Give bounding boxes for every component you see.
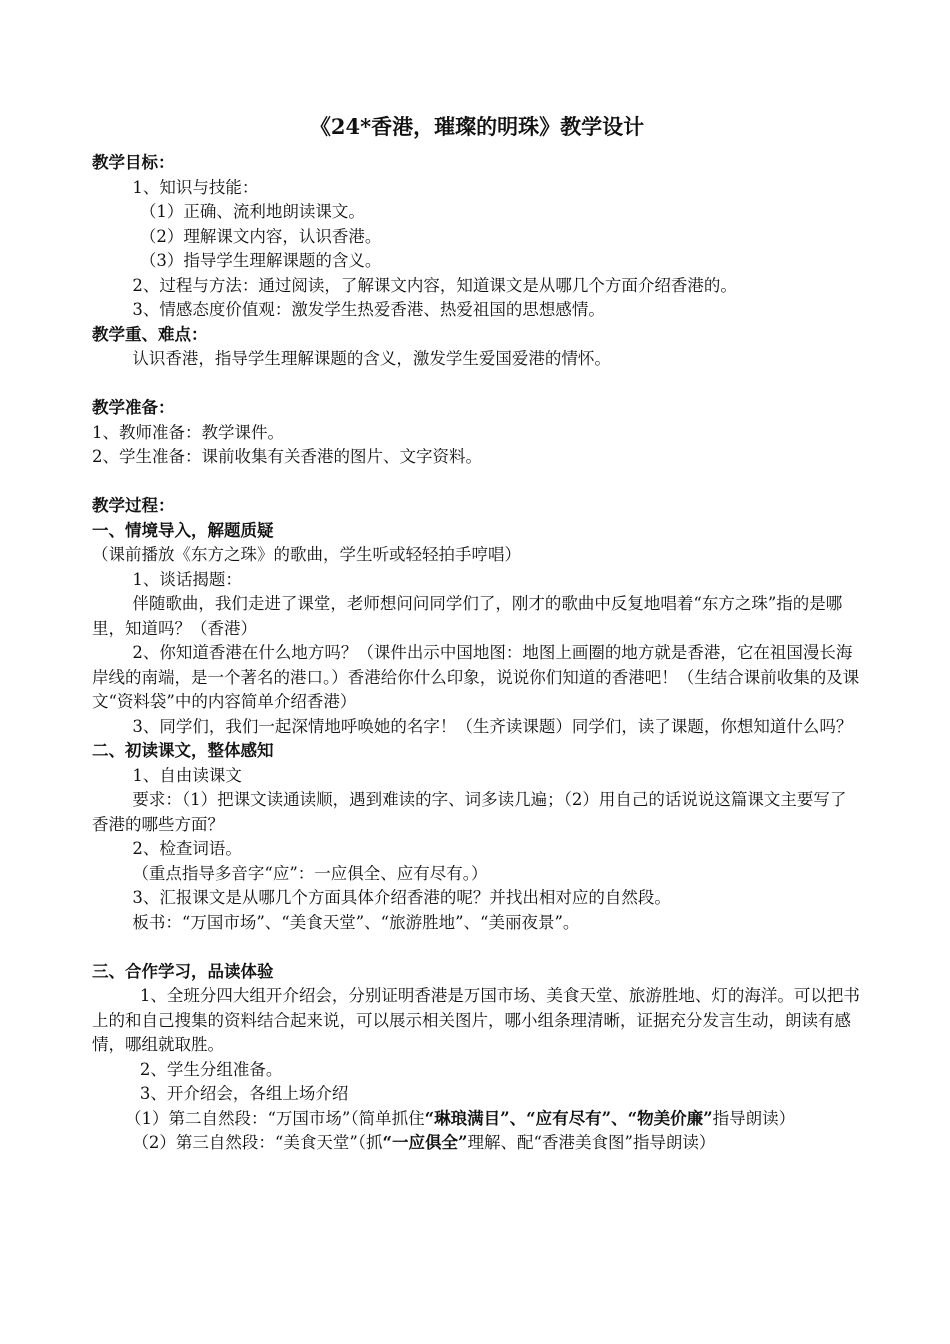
objectives-line: 2、过程与方法：通过阅读，了解课文内容，知道课文是从哪几个方面介绍香港的。 <box>132 275 737 295</box>
spacer <box>92 935 862 960</box>
text-run: 理解、配“香港美食图”指导朗读） <box>467 1133 716 1152</box>
bold-text-run: “一应俱全” <box>382 1133 468 1152</box>
section-heading: 二、初读课文，整体感知 <box>92 741 274 760</box>
paragraph: （重点指导多音字“应”：一应俱全、应有尽有。） <box>132 863 488 883</box>
paragraph: 1、自由读课文 <box>132 765 242 785</box>
paragraph: 伴随歌曲，我们走进了课堂，老师想问问同学们了，刚才的歌曲中反复地唱着“东方之珠”指的是哪里，知道吗？（香港） <box>92 594 843 638</box>
page-title: 《24*香港，璀璨的明珠》教学设计 <box>309 114 645 139</box>
spacer <box>92 470 862 495</box>
key-points-heading: 教学重、难点： <box>92 324 208 344</box>
key-points-text: 认识香港，指导学生理解课题的含义，激发学生爱国爱港的情怀。 <box>132 349 611 368</box>
paragraph: 2、检查词语。 <box>132 839 242 858</box>
paragraph: 3、开介绍会，各组上场介绍 <box>139 1084 349 1103</box>
text-run: （1）第二自然段：“万国市场”（简单抓住 <box>125 1108 425 1128</box>
text-run: 指导朗读） <box>712 1108 796 1128</box>
paragraph: 2、学生分组准备。 <box>139 1059 283 1079</box>
prep-heading: 教学准备： <box>92 398 175 417</box>
prep-line: 2、学生准备：课前收集有关香港的图片、文字资料。 <box>92 447 482 466</box>
objectives-line: （2）理解课文内容，认识香港。 <box>139 226 382 246</box>
paragraph: 3、汇报课文是从哪几个方面具体介绍香港的呢？并找出相对应的自然段。 <box>132 888 671 907</box>
paragraph: 板书：“万国市场”、“美食天堂”、“旅游胜地”、“美丽夜景”。 <box>132 912 580 932</box>
text-run: （2）第三自然段：“美食天堂”（抓 <box>132 1133 383 1152</box>
prep-line: 1、教师准备：教学课件。 <box>92 422 284 442</box>
paragraph <box>92 1107 862 1132</box>
paragraph: 2、你知道香港在什么地方吗？（课件出示中国地图：地图上画圈的地方就是香港，它在祖国漫长海岸线的南端，是一个著名的港口。）香港给你什么印象，说说你们知道的香港吧！（生结合课前收集的及课文“资料袋”中的内容简单介绍香港） <box>92 643 860 711</box>
section-heading: 三、合作学习，品读体验 <box>92 961 274 981</box>
paragraph: 1、谈话揭题： <box>132 569 242 589</box>
paragraph: 要求：（1）把课文读通读顺，遇到难读的字、词多读几遍；（2）用自己的话说说这篇课文主要写了香港的哪些方面？ <box>92 790 847 834</box>
paragraph <box>92 1131 862 1156</box>
paragraph: 3、同学们，我们一起深情地呼唤她的名字！（生齐读课题）同学们，读了课题，你想知道什么吗？ <box>132 716 853 736</box>
spacer <box>92 372 862 397</box>
paragraph: （课前播放《东方之珠》的歌曲，学生听或轻轻拍手哼唱） <box>92 545 521 564</box>
objectives-line: 1、知识与技能： <box>132 177 259 197</box>
paragraph: 1、全班分四大组开介绍会，分别证明香港是万国市场、美食天堂、旅游胜地、灯的海洋。可以把书上的和自己搜集的资料结合起来说，可以展示相关图片，哪小组条理清晰，证据充分发言生动，朗读有感情，哪组就取胜。 <box>92 986 860 1054</box>
bold-text-run: “琳琅满目”、“应有尽有”、“物美价廉” <box>424 1108 713 1128</box>
section-heading: 一、情境导入，解题质疑 <box>92 520 274 540</box>
objectives-line: （3）指导学生理解课题的含义。 <box>139 251 382 270</box>
process-heading: 教学过程： <box>92 496 175 515</box>
objectives-line: 3、情感态度价值观：激发学生热爱香港、热爱祖国的思想感情。 <box>132 300 605 319</box>
objectives-line: （1）正确、流利地朗读课文。 <box>139 202 365 221</box>
objectives-heading: 教学目标： <box>92 153 175 172</box>
